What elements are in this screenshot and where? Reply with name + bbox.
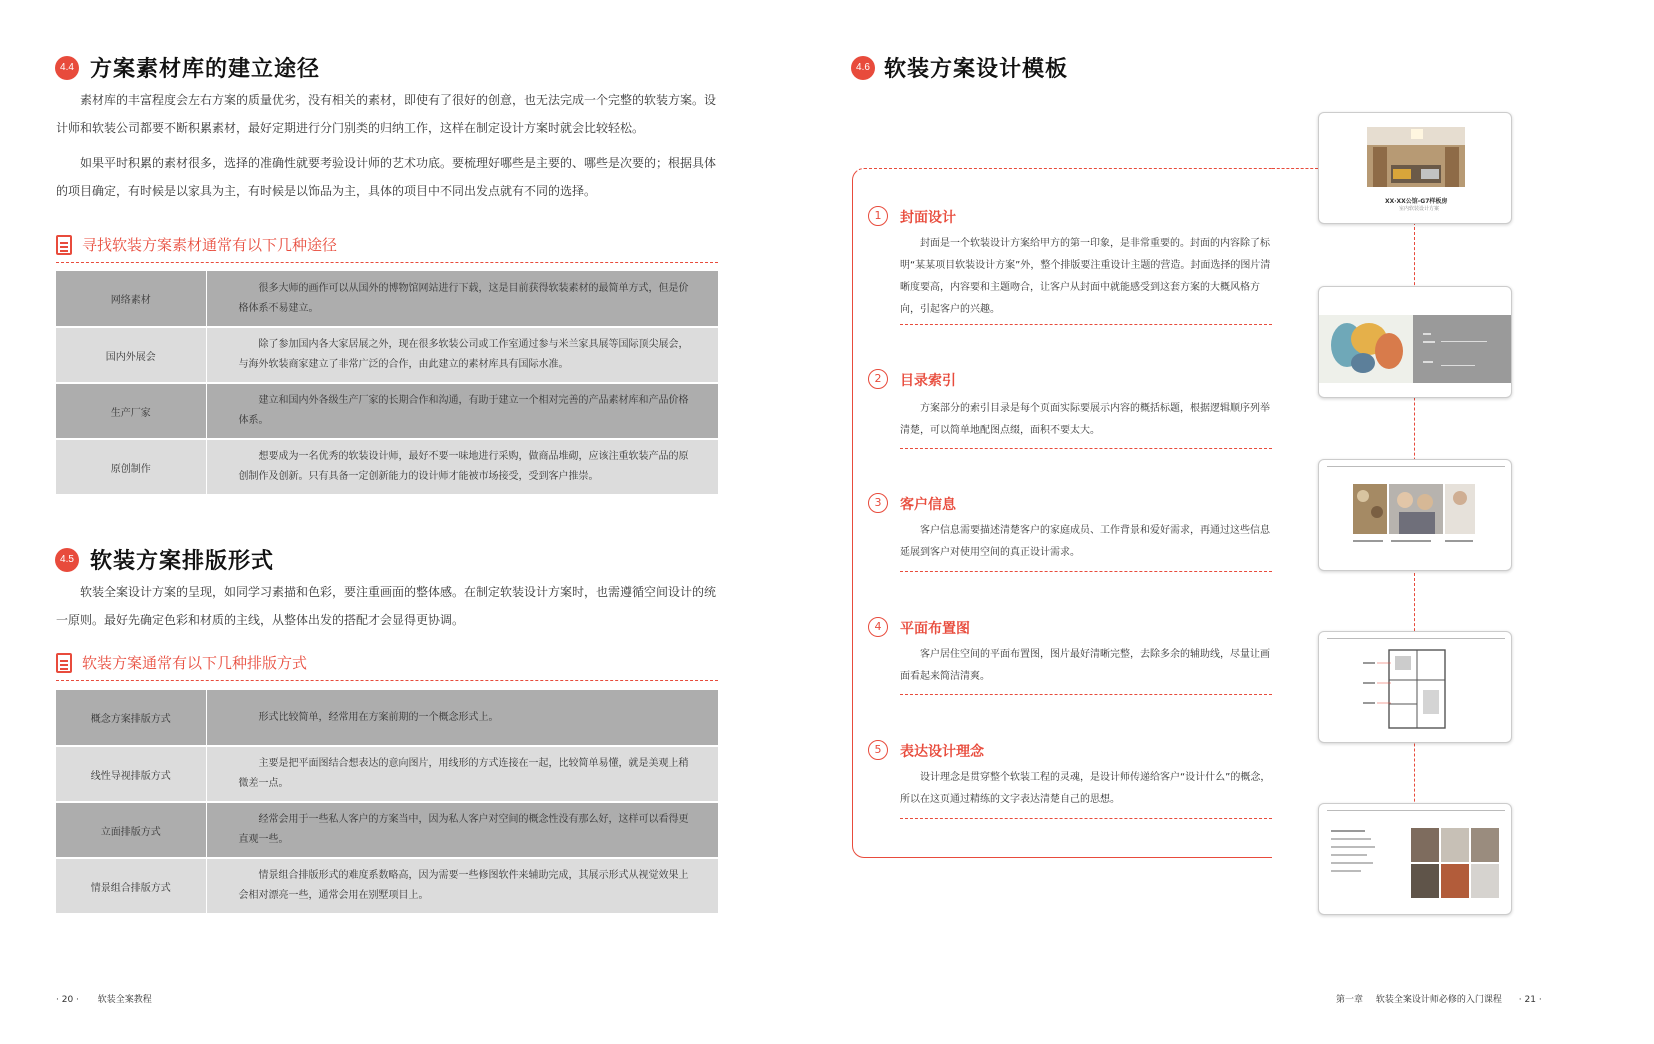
section-title-4-6: 软装方案设计模板 <box>884 57 1069 82</box>
row-description: 形式比较简单，经常用在方案前期的一个概念形式上。 <box>206 690 718 746</box>
item-desc-cover: 封面是一个软装设计方案给甲方的第一印象，是非常重要的。封面的内容除了标明“某某项目软装设计方案”外，整个排版要注重设计主题的营造。封面选择的图片清晰度要高，内容要和主题吻合，让客户从封面中就能感受到这套方案的大概风格方向，引起客户的兴趣。 <box>900 238 1271 315</box>
table-row <box>56 271 718 327</box>
client-info-page-image <box>1319 460 1512 571</box>
row-description: 情景组合排版形式的难度系数略高，因为需要一些修图软件来辅助完成，其展示形式从视觉效果上会相对漂亮一些，通常会用在别墅项目上。 <box>206 858 718 914</box>
footer-book-title: 软装全案教程 <box>97 995 152 1005</box>
material-sources-table <box>56 271 718 496</box>
item-title-cover: 封面设计 <box>900 210 956 226</box>
item-number-4: 4 <box>868 617 888 637</box>
item-desc-floor-plan: 客户居住空间的平面布置图，图片最好清晰完整，去除多余的辅助线，尽量让画面看起来简洁清爽。 <box>900 649 1270 682</box>
item-title-design-concept: 表达设计理念 <box>900 744 984 760</box>
item-number-1: 1 <box>868 206 888 226</box>
item-desc-client-info: 客户信息需要描述清楚客户的家庭成员、工作背景和爱好需求，再通过这些信息延展到客户对使用空间的真正设计需求。 <box>900 525 1270 558</box>
row-label: 概念方案排版方式 <box>56 690 206 746</box>
footer-page-number: · 20 · <box>56 995 79 1005</box>
item-desc-index: 方案部分的索引目录是每个页面实际要展示内容的概括标题，根据逻辑顺序列举清楚，可以简单地配图点缀，面积不要太大。 <box>900 403 1270 436</box>
subheading-material-sources <box>56 234 337 255</box>
row-label: 生产厂家 <box>56 383 206 439</box>
item-title-index: 目录索引 <box>900 373 956 389</box>
cover-thumb-subtitle: 室内软装设计方案 <box>1399 206 1440 212</box>
item-divider <box>900 571 1272 572</box>
table-row <box>56 439 718 495</box>
footer-page-number: · 21 · <box>1518 995 1542 1005</box>
row-description: 除了参加国内各大家居展之外，现在很多软装公司或工作室通过参与米兰家具展等国际顶尖展会，与海外软装商家建立了非常广泛的合作，由此建立的素材库具有国际水准。 <box>206 327 718 383</box>
thumbnail-cover <box>1318 112 1512 224</box>
table-row <box>56 690 718 746</box>
subheading-divider <box>56 262 718 263</box>
thumbnail-design-concept <box>1318 803 1512 915</box>
item-divider <box>900 694 1272 695</box>
subheading-layout-methods <box>56 652 307 673</box>
subheading-text: 寻找软装方案素材通常有以下几种途径 <box>82 236 338 254</box>
connector-cover <box>1272 168 1318 169</box>
item-number-5: 5 <box>868 740 888 760</box>
item-divider <box>900 324 1272 325</box>
design-concept-page-image <box>1319 804 1512 915</box>
table-row <box>56 327 718 383</box>
paragraph-material-library-2: 如果平时积累的素材很多，选择的准确性就要考验设计师的艺术功底。要梳理好哪些是主要的、哪些是次要的；根据具体的项目确定，有时候是以家具为主，有时候是以饰品为主，具体的项目中不同出发点就有不同的选择。 <box>56 156 717 198</box>
footer-right <box>1336 992 1542 1005</box>
subheading-text: 软装方案通常有以下几种排版方式 <box>82 654 308 672</box>
table-row <box>56 858 718 914</box>
section-badge-4-5: 4.5 <box>55 548 79 572</box>
document-icon <box>56 235 72 255</box>
row-label: 国内外展会 <box>56 327 206 383</box>
item-number-2: 2 <box>868 369 888 389</box>
index-page-image <box>1319 287 1512 398</box>
row-description: 想要成为一名优秀的软装设计师，最好不要一味地进行采购，做商品堆砌，应该注重软装产品的原创制作及创新。只有具备一定创新能力的设计师才能被市场接受，受到客户推崇。 <box>206 439 718 495</box>
section-badge-4-6: 4.6 <box>851 56 875 80</box>
item-divider <box>900 448 1272 449</box>
footer-book-subtitle: 软装全案设计师必修的入门课程 <box>1375 995 1502 1005</box>
row-label: 线性导视排版方式 <box>56 746 206 802</box>
table-row <box>56 746 718 802</box>
section-badge-4-4: 4.4 <box>55 56 79 80</box>
paragraph-layout-forms: 软装全案设计方案的呈现，如同学习素描和色彩，要注重画面的整体感。在制定软装设计方案时，也需遵循空间设计的统一原则。最好先确定色彩和材质的主线，从整体出发的搭配才会显得更协调。 <box>56 585 717 627</box>
thumbnail-floor-plan <box>1318 631 1512 743</box>
table-row <box>56 802 718 858</box>
row-label: 原创制作 <box>56 439 206 495</box>
paragraph-material-library-1: 素材库的丰富程度会左右方案的质量优劣，没有相关的素材，即使有了很好的创意，也无法完成一个完整的软装方案。设计师和软装公司都要不断积累素材，最好定期进行分门别类的归纳工作，这样在制定设计方案时就会比较轻松。 <box>56 93 717 135</box>
row-label: 立面排版方式 <box>56 802 206 858</box>
row-description: 很多大师的画作可以从国外的博物馆网站进行下载，这是目前获得软装素材的最简单方式，但是价格体系不易建立。 <box>206 271 718 327</box>
section-title-4-5: 软装方案排版形式 <box>90 549 275 574</box>
subheading-divider <box>56 680 718 681</box>
floor-plan-page-image <box>1319 632 1512 743</box>
row-label: 情景组合排版方式 <box>56 858 206 914</box>
row-description: 建立和国内外各级生产厂家的长期合作和沟通，有助于建立一个相对完善的产品素材库和产品价格体系。 <box>206 383 718 439</box>
cover-thumb-title: XX·XX公馆-G7样板房 <box>1385 198 1448 205</box>
row-label: 网络素材 <box>56 271 206 327</box>
thumbnail-index <box>1318 286 1512 398</box>
row-description: 经常会用于一些私人客户的方案当中，因为私人客户对空间的概念性没有那么好，这样可以看得更直观一些。 <box>206 802 718 858</box>
item-desc-design-concept: 设计理念是贯穿整个软装工程的灵魂，是设计师传递给客户“设计什么”的概念，所以在这页通过精练的文字表达清楚自己的思想。 <box>900 772 1271 805</box>
thumbnail-client-info <box>1318 459 1512 571</box>
row-description: 主要是把平面图结合想表达的意向图片，用线形的方式连接在一起，比较简单易懂，就是美观上稍微差一点。 <box>206 746 718 802</box>
footer-left <box>56 992 152 1005</box>
layout-methods-table <box>56 690 718 915</box>
item-number-3: 3 <box>868 493 888 513</box>
item-title-client-info: 客户信息 <box>900 497 956 513</box>
section-title-4-4: 方案素材库的建立途径 <box>90 57 321 82</box>
document-icon <box>56 653 72 673</box>
footer-chapter: 第一章 <box>1336 995 1364 1005</box>
table-row <box>56 383 718 439</box>
item-title-floor-plan: 平面布置图 <box>900 621 970 637</box>
item-divider <box>900 818 1272 819</box>
